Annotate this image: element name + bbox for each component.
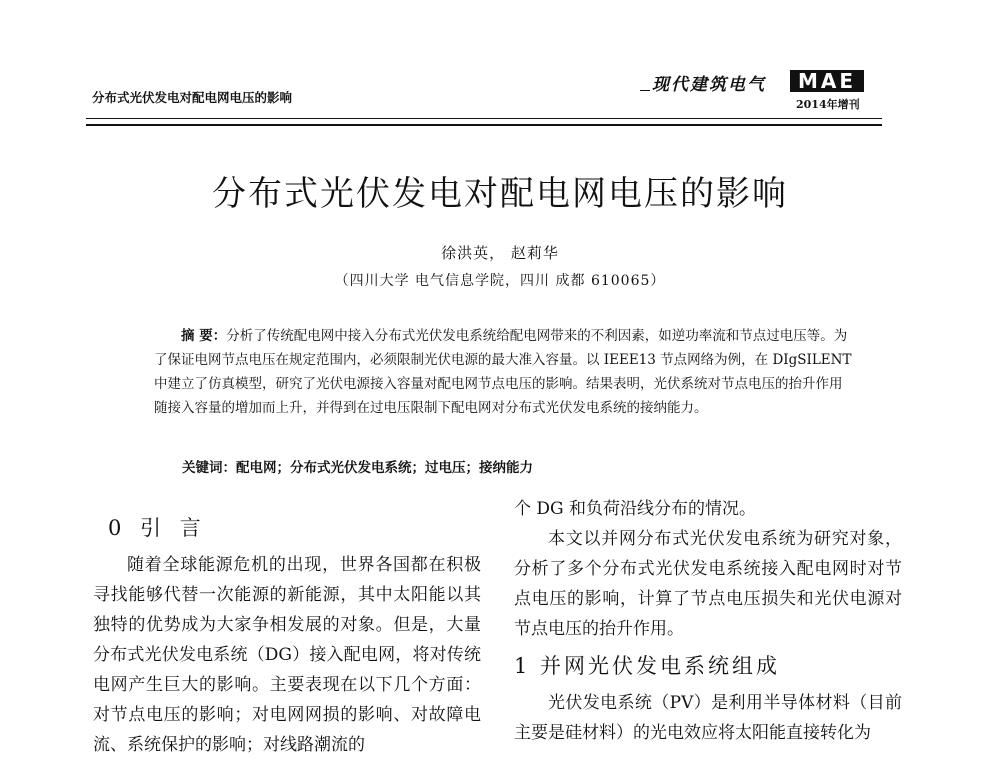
journal-dash [640,90,650,91]
abstract-text: 分析了传统配电网中接入分布式光伏发电系统给配电网带来的不利因素，如逆功率流和节点过电压等。为了保证电网节点电压在规定范围内，必须限制光伏电源的最大准入容量。以 IEEE13 节点网络为例，在 DIgSILENT 中建立了仿真模型，研究了光伏电源接入容量对配电网节点电压的影响。结果表明，光伏系统对节点电压的抬升作用随接入容量的增加而上升，并得到在过电压限制下配电网对分布式光伏发电系统的接纳能力。 [154,328,852,416]
right-column-paragraph-3: 光伏发电系统（PV）是利用半导体材料（目前主要是硅材料）的光电效应将太阳能直接转化为 [514,693,902,743]
journal-logo: MAE [790,70,864,92]
right-column-paragraph-2: 本文以并网分布式光伏发电系统为研究对象，分析了多个分布式光伏发电系统接入配电网时对节点电压的影响，计算了节点电压损失和光伏电源对节点电压的抬升作用。 [514,529,902,639]
article-authors: 徐洪英， 赵莉华 [441,244,559,262]
keywords-label: 关键词： [182,460,236,476]
article-title: 分布式光伏发电对配电网电压的影响 [212,174,788,214]
running-title: 分布式光伏发电对配电网电压的影响 [92,90,293,105]
article-affiliation: （四川大学 电气信息学院，四川 成都 610065） [334,273,666,289]
abstract-label: 摘 要： [181,328,227,344]
header-rule-thin [86,118,882,119]
keywords [182,456,533,476]
section-1-heading: 1 并网光伏发电系统组成 [514,654,781,678]
right-column-paragraph-1: 个 DG 和负荷沿线分布的情况。 [514,499,757,519]
journal-name: 现代建筑电气 [652,75,766,95]
left-column-paragraph: 随着全球能源危机的出现，世界各国都在积极寻找能够代替一次能源的新能源，其中太阳能以其独特的优势成为大家争相发展的对象。但是，大量分布式光伏发电系统（DG）接入配电网，将对传统电网产生巨大的影响。主要表现在以下几个方面：对节点电压的影响；对电网网损的影响、对故障电流、系统保护的影响；对线路潮流的 [93,555,481,755]
header-rule-thick [86,124,882,126]
abstract [154,324,854,420]
journal-issue: 2014年增刊 [796,98,860,111]
section-0-heading: 0 引 言 [108,516,207,540]
keywords-text: 配电网；分布式光伏发电系统；过电压；接纳能力 [236,460,533,476]
